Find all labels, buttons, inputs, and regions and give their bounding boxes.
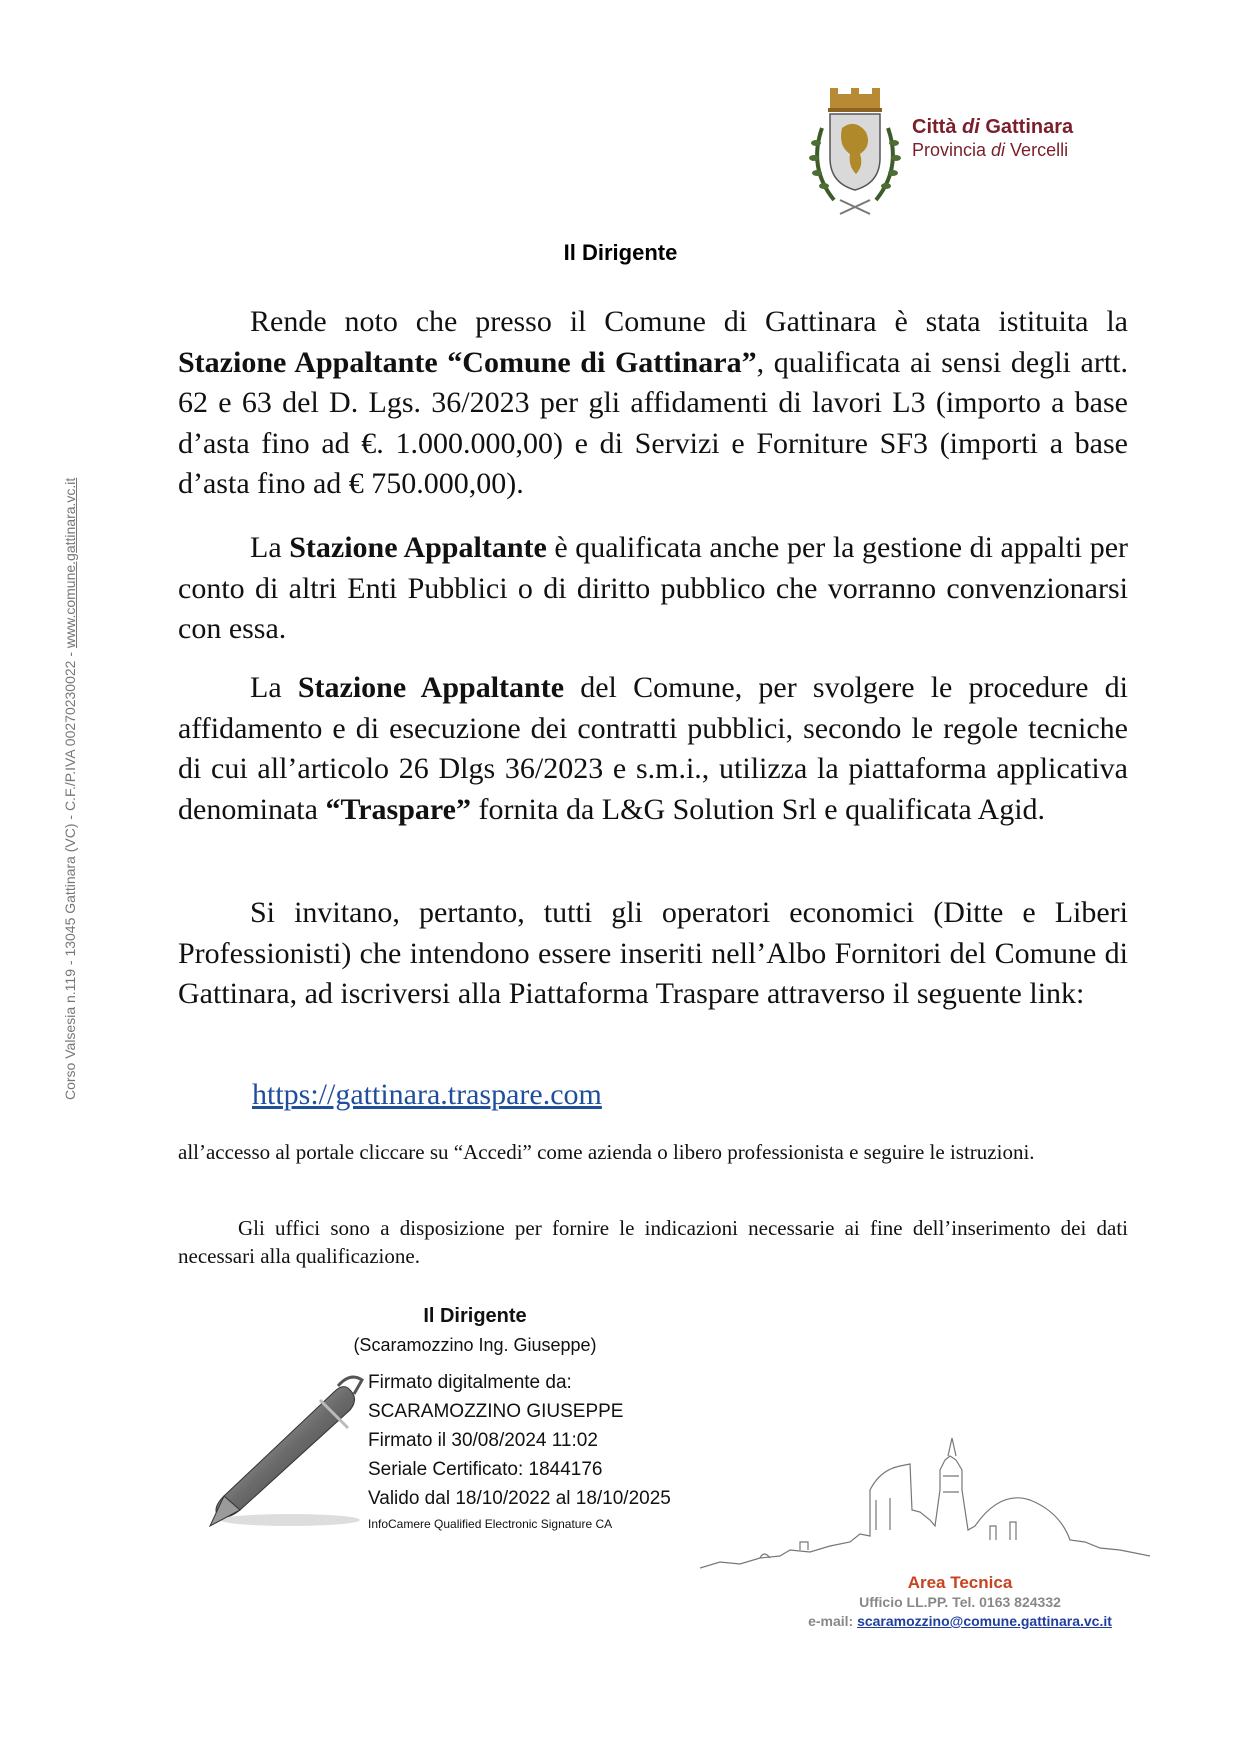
p1-text-a: Rende noto che presso il Comune di Gattinara è stata istituita la: [250, 305, 1128, 338]
city-di: di: [962, 116, 980, 138]
p6-text: Gli uffici sono a disposizione per fornire le indicazioni necessarie ai fine dell’inserimento dei dati necessari alla qualificazione.: [178, 1216, 1128, 1268]
city-name: [912, 116, 1073, 139]
p3-text-bold: Stazione Appaltante: [297, 671, 565, 704]
side-website-link[interactable]: www.comune.gattinara.vc.it: [62, 477, 78, 649]
signature-title: Il Dirigente: [423, 1305, 527, 1327]
paragraph-2: [178, 528, 1128, 650]
skyline-drawing: [700, 1430, 1150, 1575]
crest-icon: [800, 88, 910, 228]
paragraph-4: [178, 893, 1128, 1015]
paragraph-6: [178, 1214, 1128, 1270]
city-suffix: Gattinara: [979, 116, 1074, 138]
page-title: Il Dirigente: [563, 240, 678, 265]
footer-office: Ufficio LL.PP. Tel. 0163 824332: [859, 1594, 1061, 1610]
p3-text-c: del Comune, per svolgere le procedure di affidamento e di esecuzione dei contratti pubblici, secondo le regole tecniche di cui all’articolo 26 Dlgs 36/2023 e s.m.i., utilizza la piattaforma applicativa denominata: [178, 671, 1128, 826]
footer-email-link[interactable]: scaramozzino@comune.gattinara.vc.it: [857, 1613, 1112, 1629]
header-logo: [800, 88, 1100, 228]
paragraph-3: [178, 668, 1128, 830]
paragraph-1: [178, 302, 1128, 505]
footer-email-label: e-mail:: [808, 1613, 858, 1629]
province-name: [912, 140, 1068, 161]
p2-text-c: è qualificata anche per la gestione di appalti per conto di altri Enti Pubblici o di diritto pubblico che vorranno convenzionarsi con essa.: [178, 531, 1129, 645]
digital-signature-block: [368, 1368, 671, 1535]
digi-line-5: Valido dal 18/10/2022 al 18/10/2025: [368, 1488, 671, 1509]
footer-area-title: Area Tecnica: [907, 1573, 1013, 1592]
p3-text-e: fornita da L&G Solution Srl e qualificata Agid.: [471, 792, 1046, 826]
p3-text-a: La: [250, 671, 298, 704]
p1-text-bold: Stazione Appaltante “Comune di Gattinara”: [178, 345, 757, 379]
p3-text-bold-2: “Traspare”: [325, 792, 471, 826]
p2-text-bold: Stazione Appaltante: [289, 531, 547, 564]
p2-text-a: La: [250, 531, 290, 564]
footer-area-tecnica: [770, 1572, 1150, 1631]
pen-icon: [200, 1370, 370, 1540]
province-prefix: Provincia: [912, 140, 992, 160]
paragraph-5: all’accesso al portale cliccare su “Accedi” come azienda o libero professionista e seguire le istruzioni.: [178, 1140, 1035, 1164]
p4-text: Si invitano, pertanto, tutti gli operatori economici (Ditte e Liberi Professionisti) che intendono essere inseriti nell’Albo Fornitori del Comune di Gattinara, ad iscriversi alla Piattaforma Traspare attraverso il seguente link:: [178, 896, 1128, 1010]
signature-name: (Scaramozzino Ing. Giuseppe): [353, 1335, 597, 1355]
footer-email-line: [770, 1612, 1150, 1631]
province-di: di: [991, 140, 1006, 160]
side-separator: -: [62, 648, 78, 661]
city-prefix: Città: [912, 116, 962, 138]
digi-line-1: Firmato digitalmente da:: [368, 1372, 572, 1393]
digi-line-4: Seriale Certificato: 1844176: [368, 1459, 603, 1480]
p1-text-c: , qualificata ai sensi degli artt. 62 e 63 del D. Lgs. 36/2023 per gli affidamenti di lavori L3 (importo a base d’asta fino ad €. 1.000.000,00) e di Servizi e Forniture SF3 (importi a base d’asta fino ad € 750.000,00).: [178, 345, 1128, 500]
side-address-text: Corso Valsesia n.119 - 13045 Gattinara (VC) - C.F./P.IVA 00270230022: [62, 660, 78, 1100]
side-address: [62, 478, 78, 1100]
province-suffix: Vercelli: [1005, 140, 1069, 160]
traspare-link[interactable]: https://gattinara.traspare.com: [252, 1078, 602, 1111]
digi-line-2: SCARAMOZZINO GIUSEPPE: [368, 1401, 624, 1422]
digi-line-3: Firmato il 30/08/2024 11:02: [368, 1430, 598, 1451]
digi-ca: InfoCamere Qualified Electronic Signature CA: [368, 1517, 613, 1531]
